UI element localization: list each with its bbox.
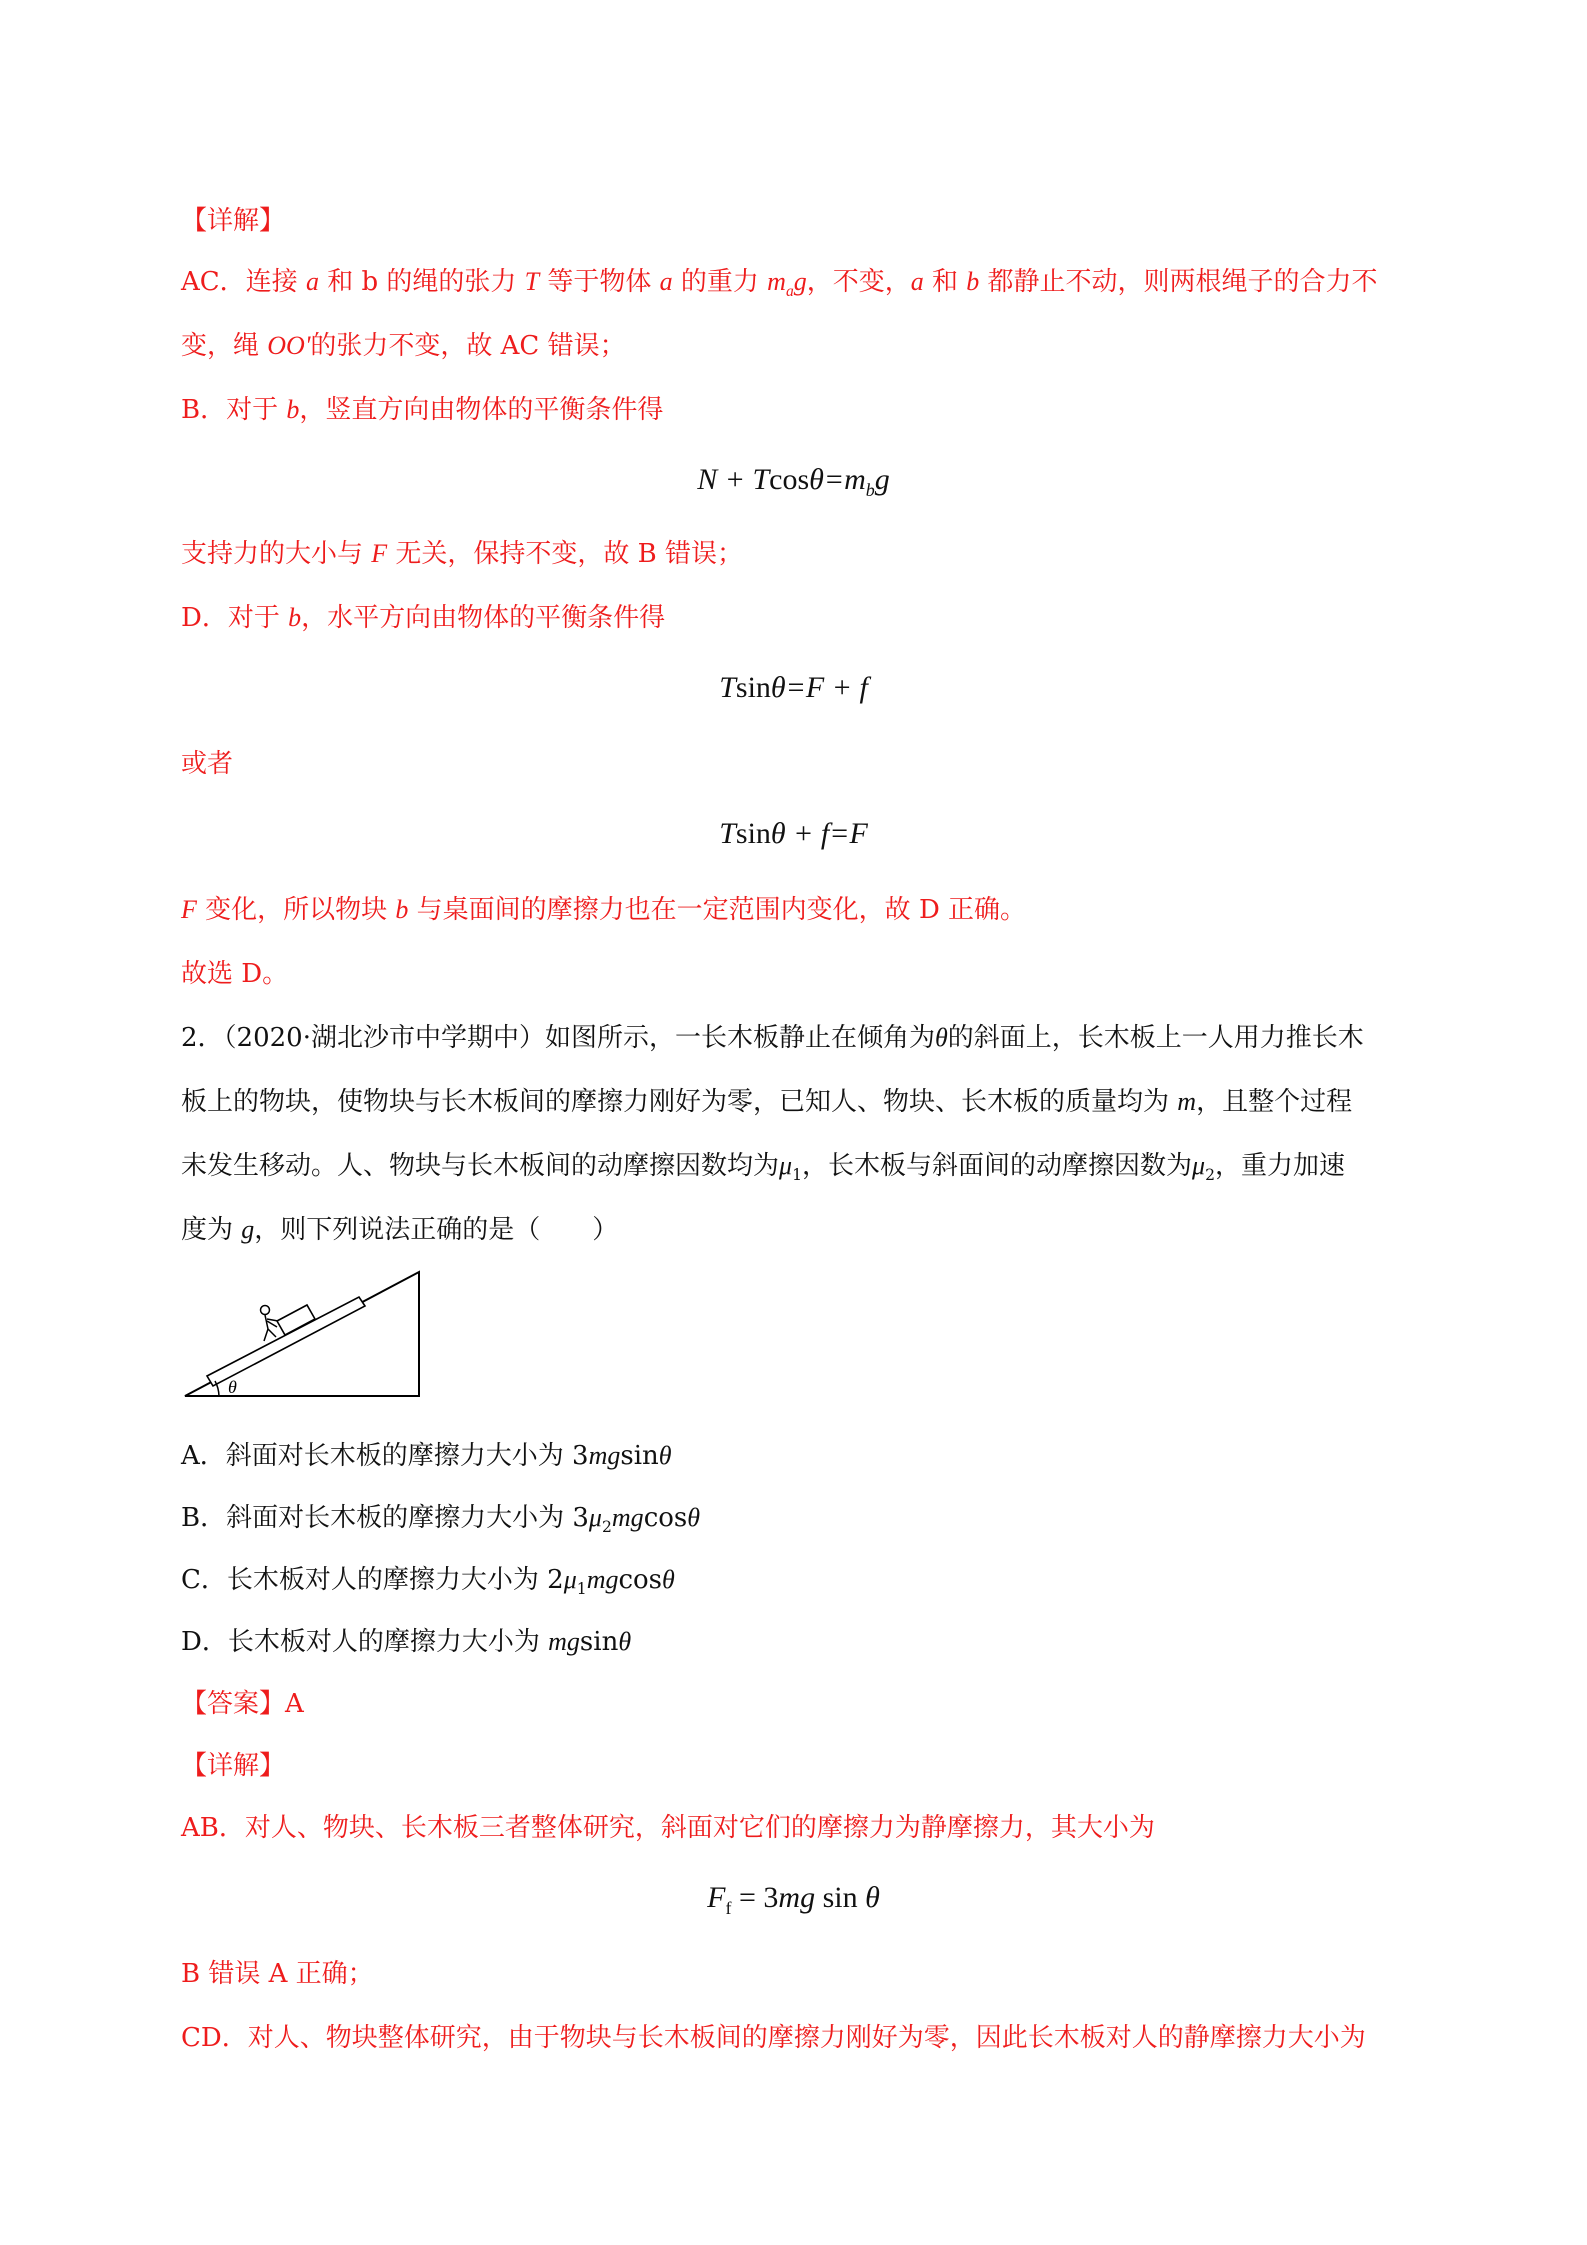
question-2-line1: 2．（2020·湖北沙市中学期中）如图所示，一长木板静止在倾角为θ的斜面上，长木板上一人用力推长木 [181, 1023, 1364, 1053]
long-board [207, 1297, 365, 1386]
equation-static-friction: $F_f = 3mg$ sin θ [707, 1881, 880, 1918]
answer-value: A [285, 1689, 304, 1719]
analysis-cd-line: CD．对人、物块整体研究，由于物块与长木板间的摩擦力刚好为零，因此长木板对人的静摩擦力大小为 [181, 2023, 1366, 2053]
analysis-b-line: B．对于 b，竖直方向由物体的平衡条件得 [181, 395, 664, 425]
question-2-line4: 度为 g，则下列说法正确的是（ ） [181, 1215, 619, 1245]
option-b: B．斜面对长木板的摩擦力大小为 $3\mu_2mgcos\theta$ [181, 1503, 701, 1537]
equation-horizontal-1: Tsinθ=F + f [719, 671, 868, 704]
question-2-line3: 未发生移动。人、物块与长木板间的动摩擦因数均为$\mu_1$，长木板与斜面间的动摩擦因数为$\mu_2$，重力加速 [181, 1151, 1346, 1185]
analysis-ac-line1: AC．连接 a 和 b 的绳的张力 T 等于物体 a 的重力 $m_ag$，不变，a 和 b 都静止不动，则两根绳子的合力不 [181, 267, 1378, 301]
equation-vertical-balance: $N + Tcos\theta=m_bg$ [697, 463, 890, 500]
person-figure [261, 1306, 279, 1342]
analysis-ab-line: AB．对人、物块、长木板三者整体研究，斜面对它们的摩擦力为静摩擦力，其大小为 [181, 1813, 1155, 1843]
option-a: A．斜面对长木板的摩擦力大小为 3mgsinθ [181, 1441, 672, 1471]
detail-label-1: 【详解】 [181, 206, 286, 236]
or-text: 或者 [181, 749, 234, 779]
support-force-line: 支持力的大小与 F 无关，保持不变，故 B 错误； [181, 539, 744, 569]
answer-line [181, 1684, 1451, 1724]
choose-d-line: 故选 D。 [181, 959, 289, 989]
analysis-ac-line2: 变，绳 OO'的张力不变，故 AC 错误； [181, 331, 626, 361]
angle-theta-label: θ [228, 1377, 237, 1397]
equation-horizontal-2: Tsinθ + f=F [719, 817, 868, 850]
analysis-d-line: D．对于 b，水平方向由物体的平衡条件得 [181, 603, 666, 633]
answer-label: 【答案】 [181, 1689, 286, 1719]
b-wrong-line: B 错误 A 正确； [181, 1959, 374, 1989]
option-c: C．长木板对人的摩擦力大小为 $2\mu_1mgcos\theta$ [181, 1565, 675, 1599]
incline-figure [181, 1255, 431, 1405]
option-d: D．长木板对人的摩擦力大小为 mgsinθ [181, 1627, 632, 1657]
friction-change-line: F 变化，所以物块 b 与桌面间的摩擦力也在一定范围内变化，故 D 正确。 [181, 895, 1027, 925]
question-2-line2: 板上的物块，使物块与长木板间的摩擦力刚好为零，已知人、物块、长木板的质量均为 m，且整个过程 [181, 1087, 1353, 1117]
detail-label-2: 【详解】 [181, 1751, 286, 1781]
